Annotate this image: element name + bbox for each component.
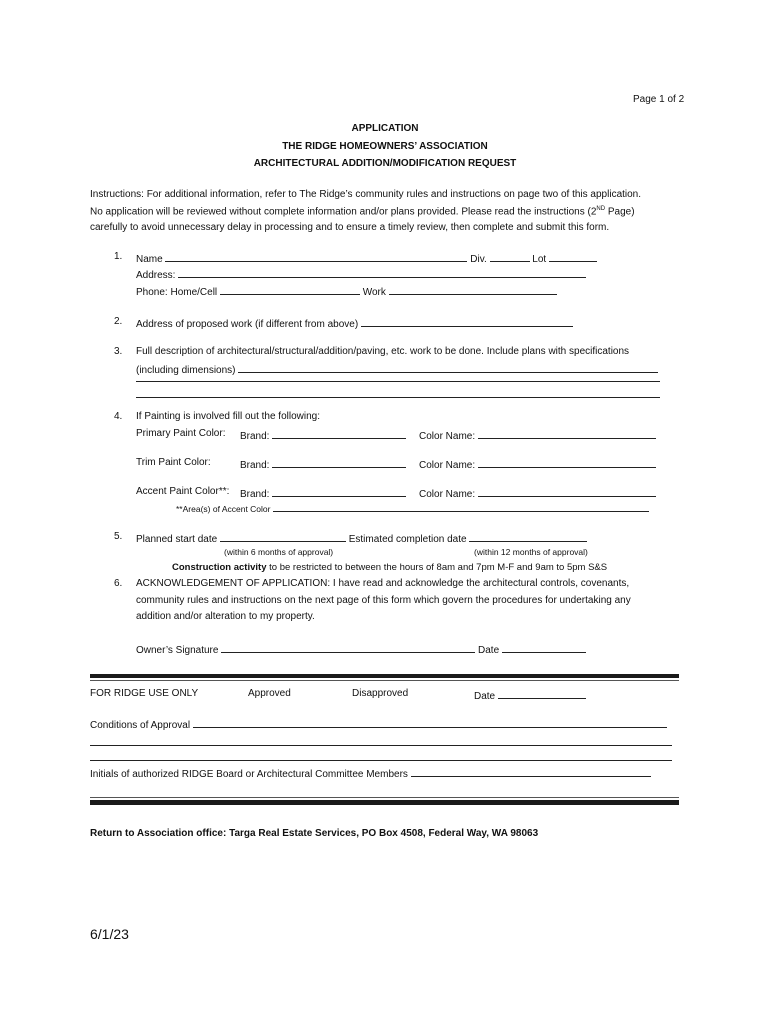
painting-label: If Painting is involved fill out the following: xyxy=(136,411,320,422)
separator-bar-thin xyxy=(90,680,679,681)
name-row: Name Div. Lot xyxy=(136,251,597,265)
item-number-4: 4. xyxy=(114,411,123,422)
signature-row: Owner’s Signature Date xyxy=(136,642,586,656)
construction-notice: Construction activity to be restricted to between the hours of 8am and 7pm M-F and 9am to 5pm S&S xyxy=(172,562,608,573)
primary-brand-field[interactable] xyxy=(272,428,406,439)
description-row: (including dimensions) xyxy=(136,362,658,376)
item-number-6: 6. xyxy=(114,578,123,589)
phone-row: Phone: Home/Cell Work xyxy=(136,284,557,298)
dates-row: Planned start date Estimated completion date xyxy=(136,531,587,545)
approved-label: Approved xyxy=(248,688,291,699)
ridge-date-row: Date xyxy=(474,688,586,702)
acknowledgement-line-2: community rules and instructions on the next page of this form which govern the procedures for undertaking any xyxy=(136,595,631,606)
owner-signature-field[interactable] xyxy=(221,642,475,653)
instructions-line-2: No application will be reviewed without complete information and/or plans provided. Please read the instructions (2ND Page) xyxy=(90,206,635,218)
div-field[interactable] xyxy=(490,251,530,262)
footer-date: 6/1/23 xyxy=(90,926,129,942)
conditions-field-3[interactable] xyxy=(90,760,672,761)
trim-color-field[interactable] xyxy=(478,457,656,468)
work-phone-field[interactable] xyxy=(389,284,557,295)
conditions-row: Conditions of Approval xyxy=(90,717,667,731)
instructions-line-3: carefully to avoid unnecessary delay in processing and to ensure a timely review, then complete and submit this form. xyxy=(90,222,610,233)
completion-date-field[interactable] xyxy=(469,531,587,542)
return-address: Return to Association office: Targa Real Estate Services, PO Box 4508, Federal Way, WA 98063 xyxy=(90,828,539,839)
accent-color-row: Color Name: xyxy=(419,486,656,500)
item-number-2: 2. xyxy=(114,316,123,327)
item-number-1: 1. xyxy=(114,251,123,262)
address-row: Address: xyxy=(136,267,586,281)
accent-areas-field[interactable] xyxy=(273,503,649,512)
instructions-line-1: Instructions: For additional information, refer to The Ridge’s community rules and instructions on page two of this application. xyxy=(90,189,642,200)
signature-date-field[interactable] xyxy=(502,642,586,653)
title-request: ARCHITECTURAL ADDITION/MODIFICATION REQUEST xyxy=(253,158,517,169)
completion-date-note: (within 12 months of approval) xyxy=(474,547,588,557)
item-number-5: 5. xyxy=(114,531,123,542)
primary-color-row: Color Name: xyxy=(419,428,656,442)
ridge-date-field[interactable] xyxy=(498,688,586,699)
description-line-1: Full description of architectural/structural/addition/paving, etc. work to be done. Include plans with specifications xyxy=(136,346,630,357)
page-number: Page 1 of 2 xyxy=(633,94,685,105)
trim-color-row: Color Name: xyxy=(419,457,656,471)
initials-row: Initials of authorized RIDGE Board or Architectural Committee Members xyxy=(90,766,651,780)
separator-bar-thick xyxy=(90,674,679,678)
description-field-1[interactable] xyxy=(238,362,658,373)
name-field[interactable] xyxy=(165,251,467,262)
accent-brand-field[interactable] xyxy=(272,486,406,497)
lot-field[interactable] xyxy=(549,251,597,262)
conditions-field-2[interactable] xyxy=(90,745,672,746)
trim-brand-row: Brand: xyxy=(240,457,406,471)
primary-color-field[interactable] xyxy=(478,428,656,439)
item-number-3: 3. xyxy=(114,346,123,357)
disapproved-label: Disapproved xyxy=(352,688,409,699)
conditions-field-1[interactable] xyxy=(193,717,667,728)
accent-paint-label: Accent Paint Color**: xyxy=(136,486,230,497)
primary-paint-label: Primary Paint Color: xyxy=(136,428,226,439)
accent-areas-row: **Area(s) of Accent Color xyxy=(176,503,649,514)
title-application: APPLICATION xyxy=(351,123,419,134)
accent-brand-row: Brand: xyxy=(240,486,406,500)
address-field[interactable] xyxy=(178,267,586,278)
trim-brand-field[interactable] xyxy=(272,457,406,468)
ridge-use-label: FOR RIDGE USE ONLY xyxy=(90,688,199,699)
accent-color-field[interactable] xyxy=(478,486,656,497)
title-association: THE RIDGE HOMEOWNERS’ ASSOCIATION xyxy=(282,141,488,152)
acknowledgement-line-3: addition and/or alteration to my property. xyxy=(136,611,315,622)
proposed-address-row: Address of proposed work (if different from above) xyxy=(136,316,573,330)
trim-paint-label: Trim Paint Color: xyxy=(136,457,211,468)
home-phone-field[interactable] xyxy=(220,284,360,295)
description-field-3[interactable] xyxy=(136,397,660,398)
primary-brand-row: Brand: xyxy=(240,428,406,442)
initials-field[interactable] xyxy=(411,766,651,777)
bottom-bar-thin xyxy=(90,797,679,798)
proposed-address-field[interactable] xyxy=(361,316,573,327)
bottom-bar-thick xyxy=(90,800,679,805)
acknowledgement-line-1: ACKNOWLEDGEMENT OF APPLICATION: I have read and acknowledge the architectural controls, covenants, xyxy=(136,578,630,589)
start-date-field[interactable] xyxy=(220,531,346,542)
description-field-2[interactable] xyxy=(136,381,660,382)
start-date-note: (within 6 months of approval) xyxy=(224,547,334,557)
